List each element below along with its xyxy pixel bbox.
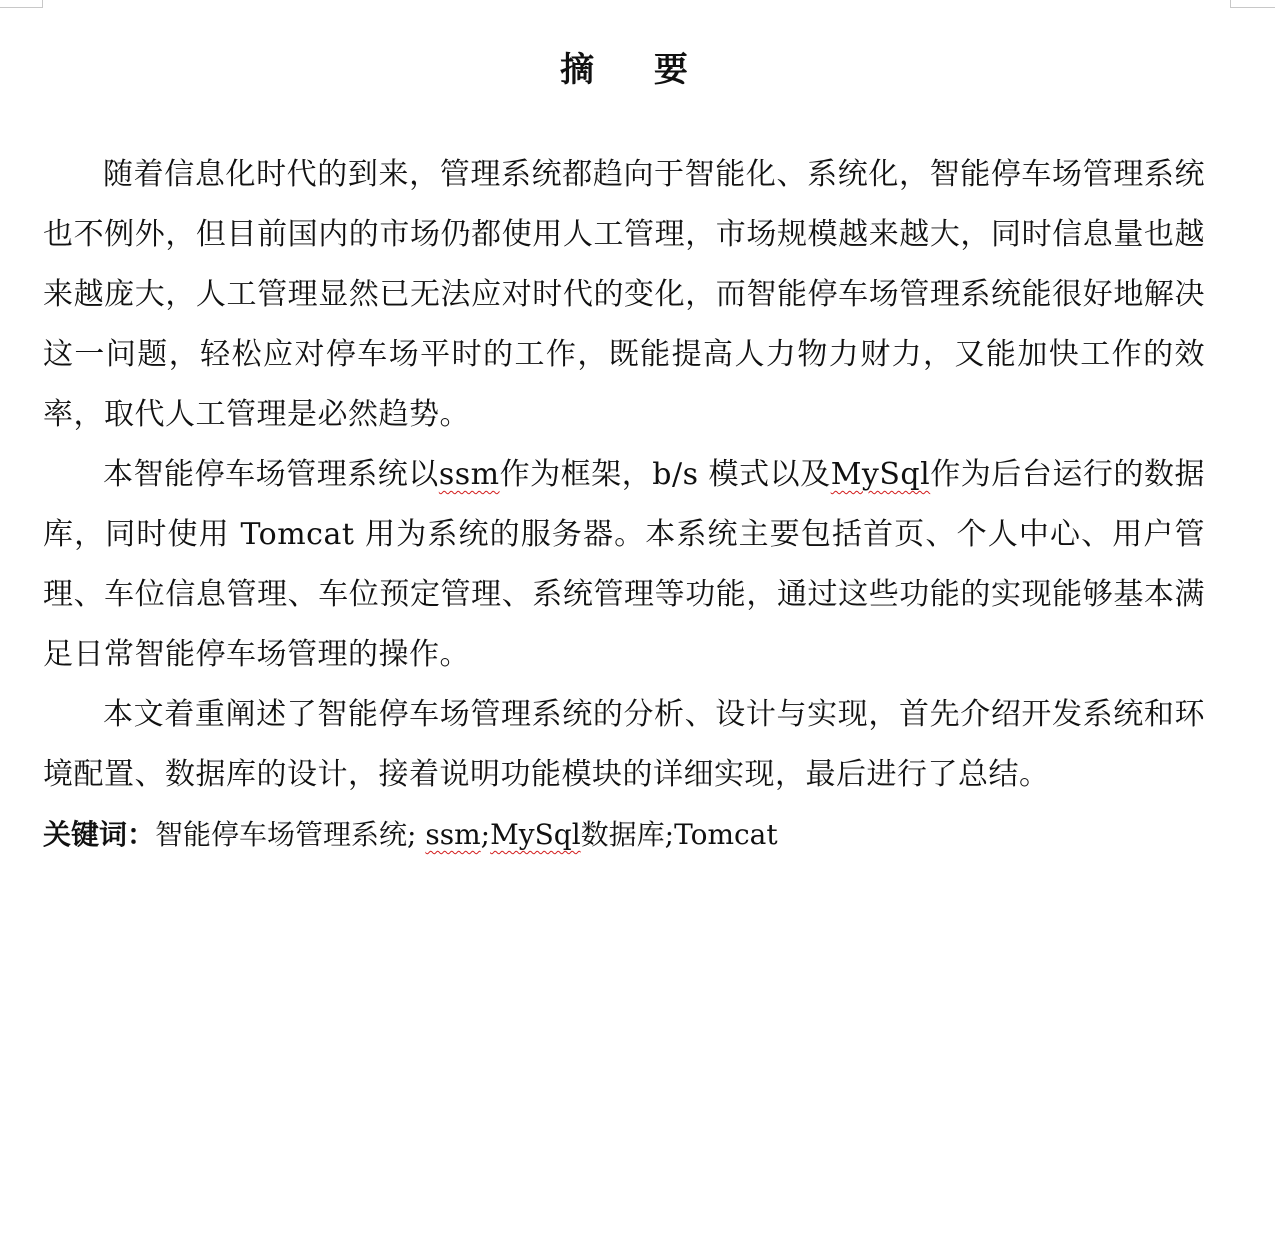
abstract-paragraph-1: 随着信息化时代的到来，管理系统都趋向于智能化、系统化，智能停车场管理系统也不例外，但目前国内的市场仍都使用人工管理，市场规模越来越大，同时信息量也越来越庞大，人工管理显然已无法应对时代的变化，而智能停车场管理系统能很好地解决这一问题，轻松应对停车场平时的工作，既能提高人力物力财力，又能加快工作的效率，取代人工管理是必然趋势。 [43, 157, 1205, 432]
page-corner-mark-left [0, 0, 43, 8]
page-corner-mark-right [1230, 0, 1275, 8]
keyword-term-mysql: MySql [490, 818, 581, 851]
spellcheck-term-ssm: ssm [438, 457, 500, 492]
paragraph-2-text-c: 作为后台运行的数据库，同时使用 Tomcat 用为系统的服务器。本系统主要包括首页、个人中心、用户管理、车位信息管理、车位预定管理、系统管理等功能，通过这些功能的实现能够基本满足日常智能停车场管理的操作。 [43, 457, 1205, 672]
keyword-term-ssm: ssm [425, 818, 481, 851]
abstract-body [43, 145, 1205, 865]
spellcheck-term-mysql: MySql [830, 457, 931, 492]
keywords-line [43, 805, 1205, 865]
keywords-label: 关键词： [43, 818, 156, 851]
paragraph-2-text-b: 作为框架，b/s 模式以及 [499, 457, 831, 492]
abstract-title: 摘 要 [560, 50, 712, 90]
paragraph-2-text-a: 本智能停车场管理系统以 [103, 457, 439, 492]
keywords-separator: ; [480, 818, 491, 851]
document-page [43, 0, 1205, 865]
abstract-paragraph-2 [43, 445, 1205, 685]
keywords-text-a: 智能停车场管理系统; [155, 818, 426, 851]
abstract-paragraph-3: 本文着重阐述了智能停车场管理系统的分析、设计与实现，首先介绍开发系统和环境配置、数据库的设计，接着说明功能模块的详细实现，最后进行了总结。 [43, 697, 1205, 792]
keywords-text-b: 数据库;Tomcat [580, 818, 778, 851]
